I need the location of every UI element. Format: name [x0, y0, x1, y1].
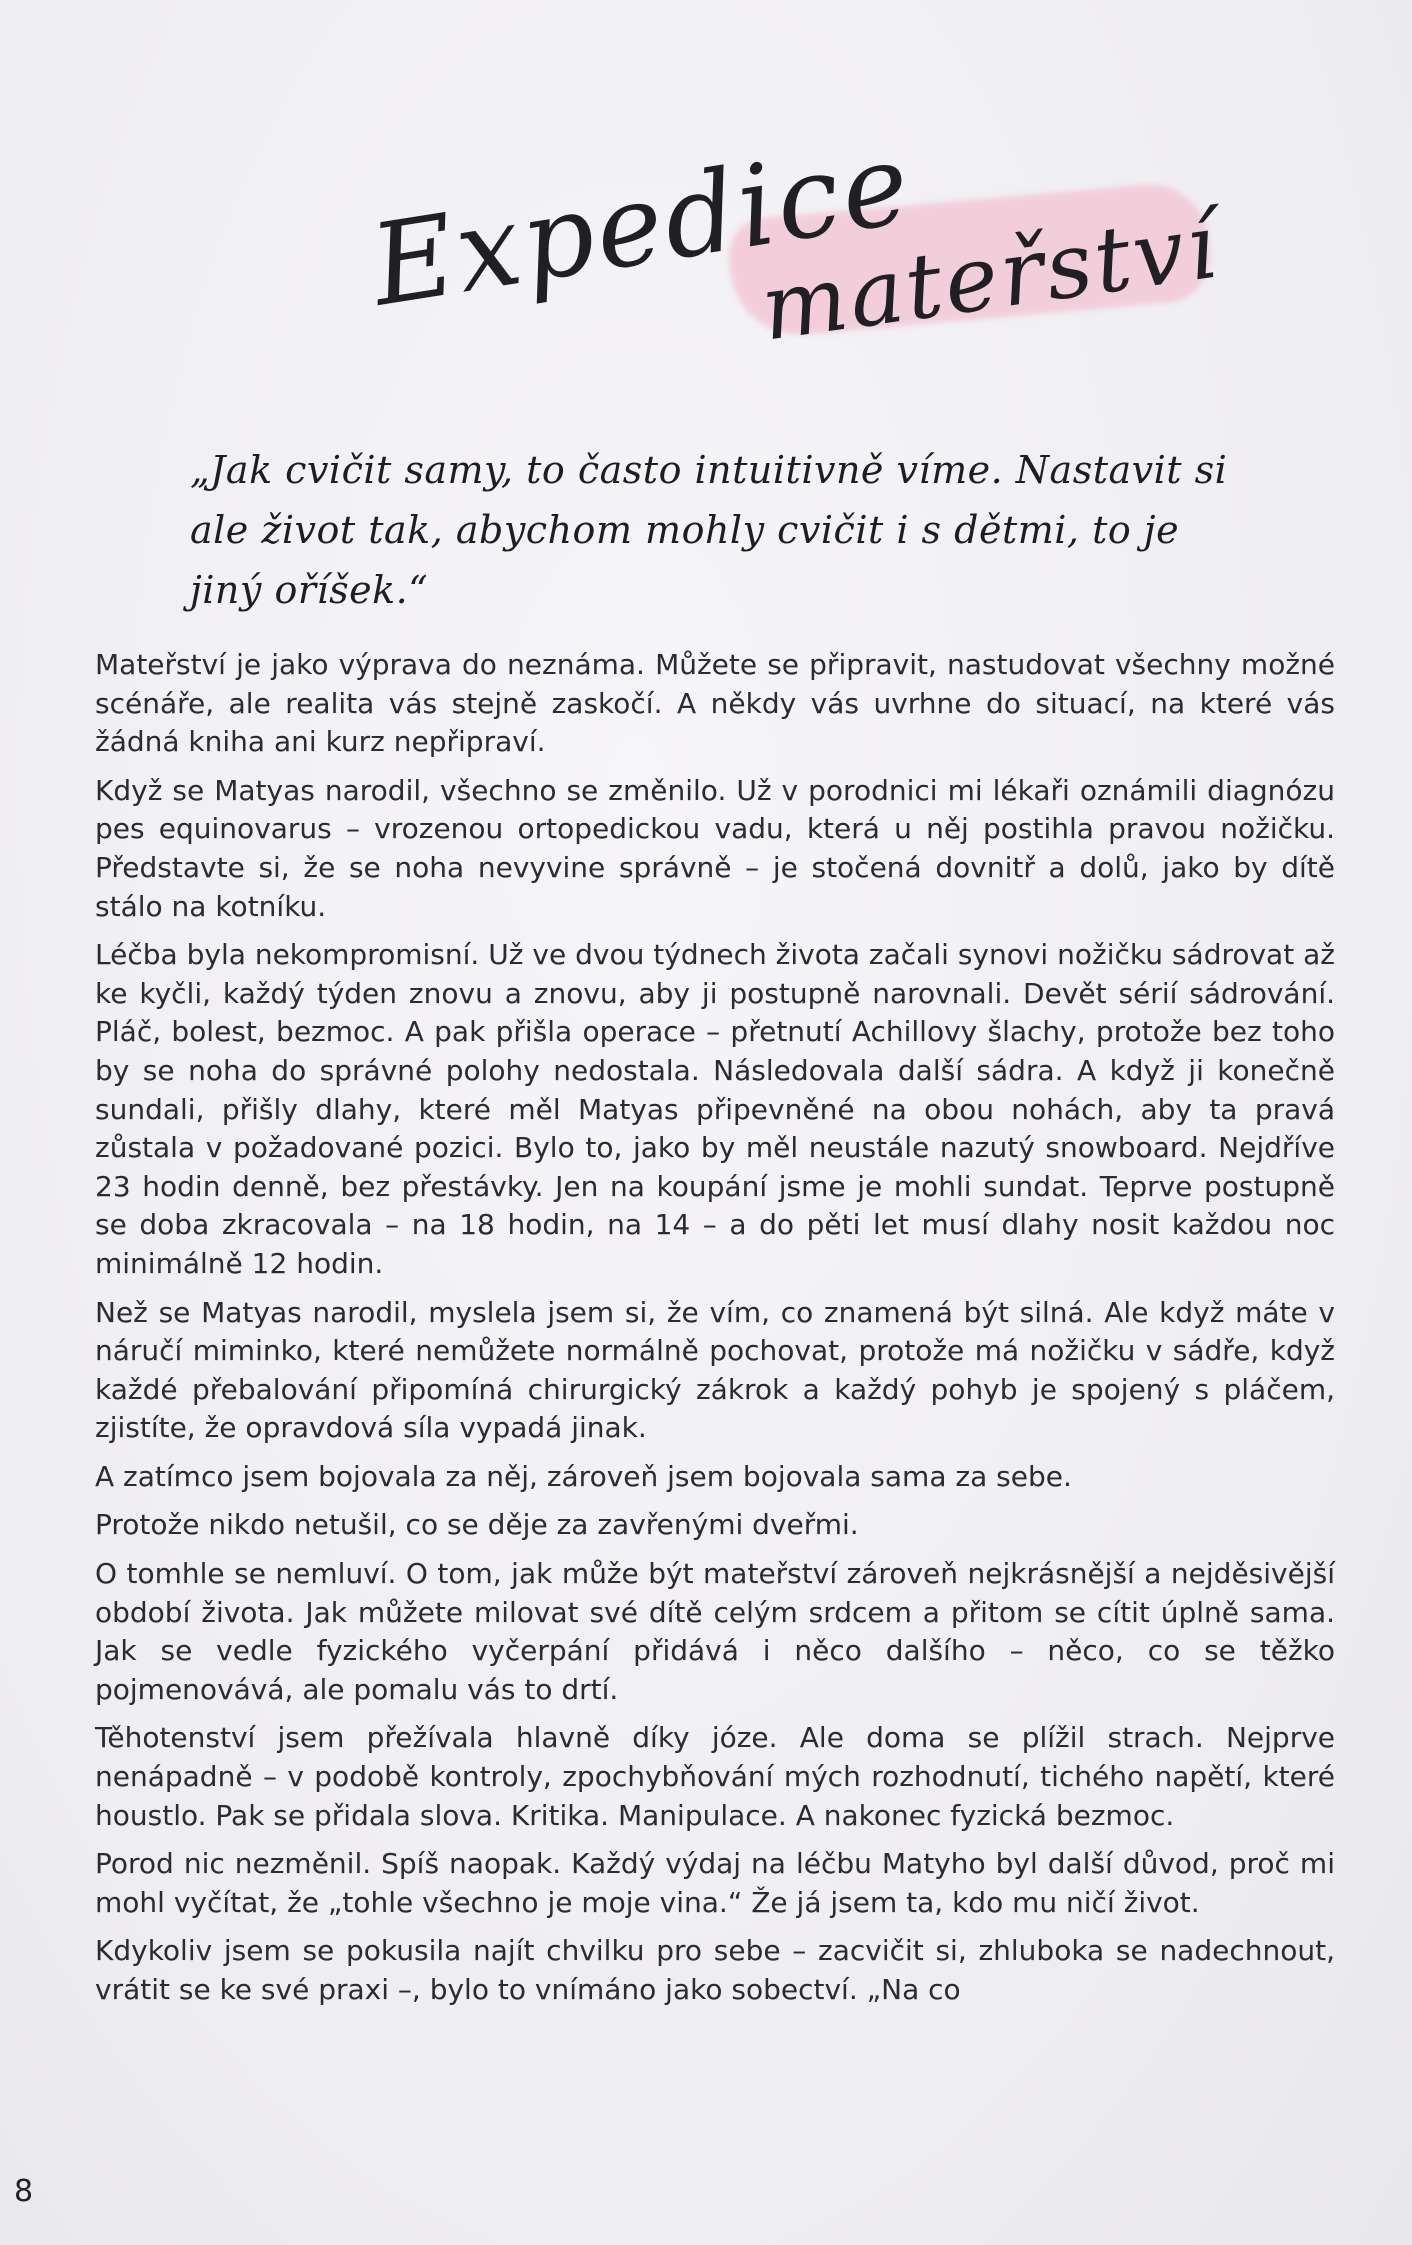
paragraph: Těhotenství jsem přežívala hlavně díky józe. Ale doma se plížil strach. Nejprve nenápadně – v podobě kontroly, zpochybňování mých rozhodnutí, tichého napětí, které houstlo. Pak se přidala slova. Kritika. Manipulace. A nakonec fyzická bezmoc. [95, 1721, 1335, 1832]
chapter-title [360, 118, 1240, 380]
paragraph: A zatímco jsem bojovala za něj, zároveň jsem bojovala sama za sebe. [95, 1459, 1072, 1493]
paragraph: Porod nic nezměnil. Spíš naopak. Každý výdaj na léčbu Matyho byl další důvod, proč mi mohl vyčítat, že „tohle všechno je moje vina.“ Že já jsem ta, kdo mu ničí život. [95, 1847, 1335, 1919]
paragraph: Léčba byla nekompromisní. Už ve dvou týdnech života začali synovi nožičku sádrovat až ke kyčli, každý týden znovu a znovu, aby ji postupně narovnali. Devět sérií sádrování. Pláč, bolest, bezmoc. A pak přišla operace – přetnutí Achillovy šlachy, protože bez toho by se noha do správné polohy nedostala. Následovala další sádra. A když ji konečně sundali, přišly dlahy, které měl Matyas připevněné na obou nohách, aby ta pravá zůstala v požadované pozici. Bylo to, jako by měl neustále nazutý snowboard. Nejdříve 23 hodin denně, bez přestávky. Jen na koupání jsme je mohli sundat. Teprve postupně se doba zkracovala – na 18 hodin, na 14 – a do pěti let musí dlahy nosit každou noc minimálně 12 hodin. [95, 938, 1335, 1280]
paragraph: Kdykoliv jsem se pokusila najít chvilku pro sebe – zacvičit si, zhluboka se nadechnout, vrátit se ke své praxi –, bylo to vnímáno jako sobectví. „Na co [95, 1934, 1335, 2006]
paragraph: Než se Matyas narodil, myslela jsem si, že vím, co znamená být silná. Ale když máte v náručí miminko, které nemůžete normálně pochovat, protože má nožičku v sádře, když každé přebalování připomíná chirurgický zákrok a každý pohyb je spojený s pláčem, zjistíte, že opravdová síla vypadá jinak. [95, 1295, 1335, 1445]
paragraph: Když se Matyas narodil, všechno se změnilo. Už v porodnici mi lékaři oznámili diagnózu pes equinovarus – vrozenou ortopedickou vadu, která u něj postihla pravou nožičku. Představte si, že se noha nevyvine správně – je stočená dovnitř a dolů, jako by dítě stálo na kotníku. [95, 773, 1335, 923]
handwritten-quote: „Jak cvičit samy, to často intuitivně víme. Nastavit si ale život tak, abychom mohly cvičit i s dětmi, to je jiný oříšek.“ [190, 448, 1228, 612]
title-word-materstvi: mateřství [754, 193, 1226, 362]
title-word-expedice: Expedice [363, 118, 921, 332]
paragraph: Protože nikdo netušil, co se děje za zavřenými dveřmi. [95, 1508, 859, 1542]
body-text [95, 646, 1335, 2020]
paragraph: O tomhle se nemluví. O tom, jak může být mateřství zároveň nejkrásnější a nejděsivější období života. Jak můžete milovat své dítě celým srdcem a přitom se cítit úplně sama. Jak se vedle fyzického vyčerpání přidává i něco dalšího – něco, co se těžko pojmenovává, ale pomalu vás to drtí. [95, 1557, 1335, 1706]
page-number: 8 [14, 2174, 34, 2209]
paragraph: Mateřství je jako výprava do neznáma. Můžete se připravit, nastudovat všechny možné scénáře, ale realita vás stejně zaskočí. A někdy vás uvrhne do situací, na které vás žádná kniha ani kurz nepřipraví. [95, 648, 1335, 759]
